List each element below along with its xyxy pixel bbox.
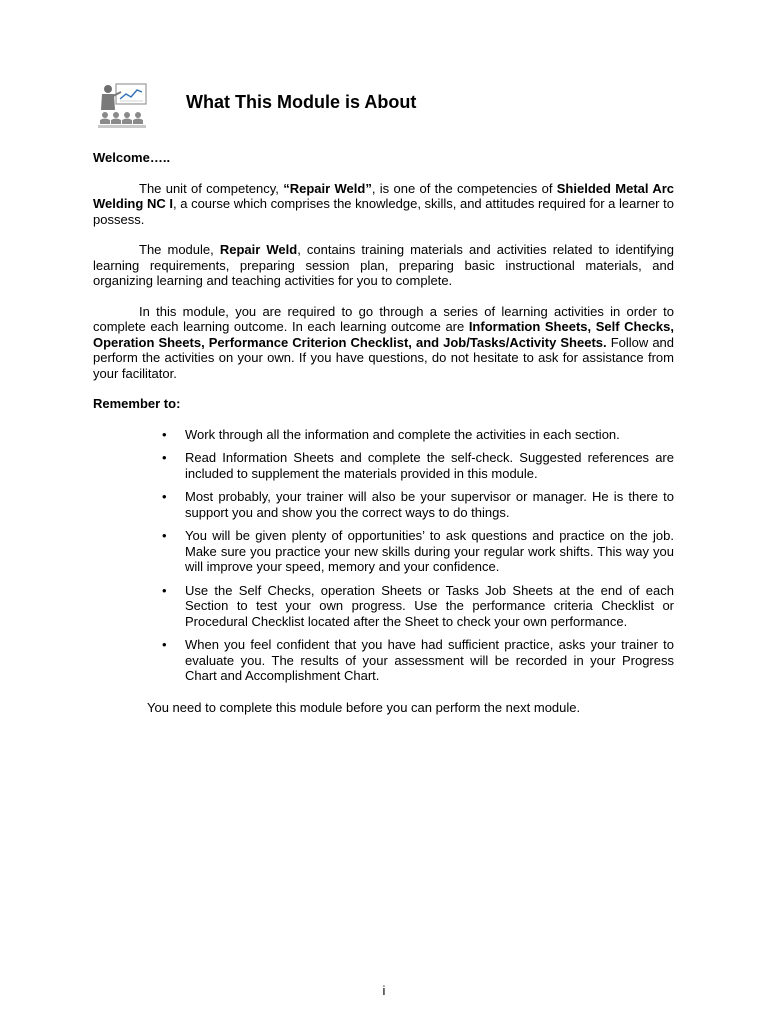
module-paragraph [93, 242, 674, 289]
activities-text: In this module, you are required to go through a series of learning activities in order to complete each learning outcome. In each learning outcome are [93, 303, 674, 334]
course-name: Shielded Metal Arc Welding NC I [93, 180, 675, 211]
remember-heading: Remember to: [93, 396, 181, 411]
page-number: i [382, 983, 386, 998]
document-body [93, 150, 674, 715]
list-item: • You will be given plenty of opportunities’ to ask questions and practice on the job. Make sure you practice your new skills during your regular work shifts. This way you will improve your speed, memory and your confidence. [185, 528, 674, 575]
activities-text: Follow and perform the activities on your own. If you have questions, do not hesitate to ask for assistance from your facilitator. [93, 334, 675, 381]
intro-text: The unit of competency, [139, 180, 284, 196]
page-title: What This Module is About [186, 92, 417, 112]
list-item: • Most probably, your trainer will also be your supervisor or manager. He is there to support you and show you the correct ways to do things. [185, 489, 674, 520]
presentation-trainer-icon [96, 82, 150, 130]
closing-sentence: You need to complete this module before you can perform the next module. [147, 699, 581, 715]
intro-text: , a course which comprises the knowledge, skills, and attitudes required for a learner to possess. [93, 196, 674, 227]
activity-sheets-list: Information Sheets, Self Checks, Operation Sheets, Performance Criterion Checklist, and Job/Tasks/Activity Sheets. [93, 319, 674, 350]
intro-text: , is one of the competencies of [371, 180, 557, 196]
list-item: • When you feel confident that you have had sufficient practice, asks your trainer to evaluate you. The results of your assessment will be recorded in your Progress Chart and Accomplishment Chart. [185, 637, 674, 684]
list-item: • Use the Self Checks, operation Sheets or Tasks Job Sheets at the end of each Section to test your own progress. Use the performance criteria Checklist or Procedural Checklist located after the Sheet to check your own performance. [185, 583, 674, 630]
module-name: Repair Weld [219, 242, 298, 257]
welcome-heading: Welcome….. [93, 150, 171, 165]
unit-name: “Repair Weld” [283, 180, 372, 196]
module-text: , contains training materials and activities related to identifying learning requirements, preparing session plan, preparing basic instructional materials, and organizing learning and teaching activities for you to complete. [93, 242, 675, 288]
list-item: • Read Information Sheets and complete the self-check. Suggested references are included to supplement the materials provided in this module. [185, 450, 674, 481]
reminder-list [93, 427, 674, 684]
list-item: • Work through all the information and complete the activities in each section. [185, 427, 674, 443]
activities-paragraph [93, 304, 674, 382]
intro-paragraph [93, 181, 674, 228]
module-text: The module, [139, 242, 220, 257]
